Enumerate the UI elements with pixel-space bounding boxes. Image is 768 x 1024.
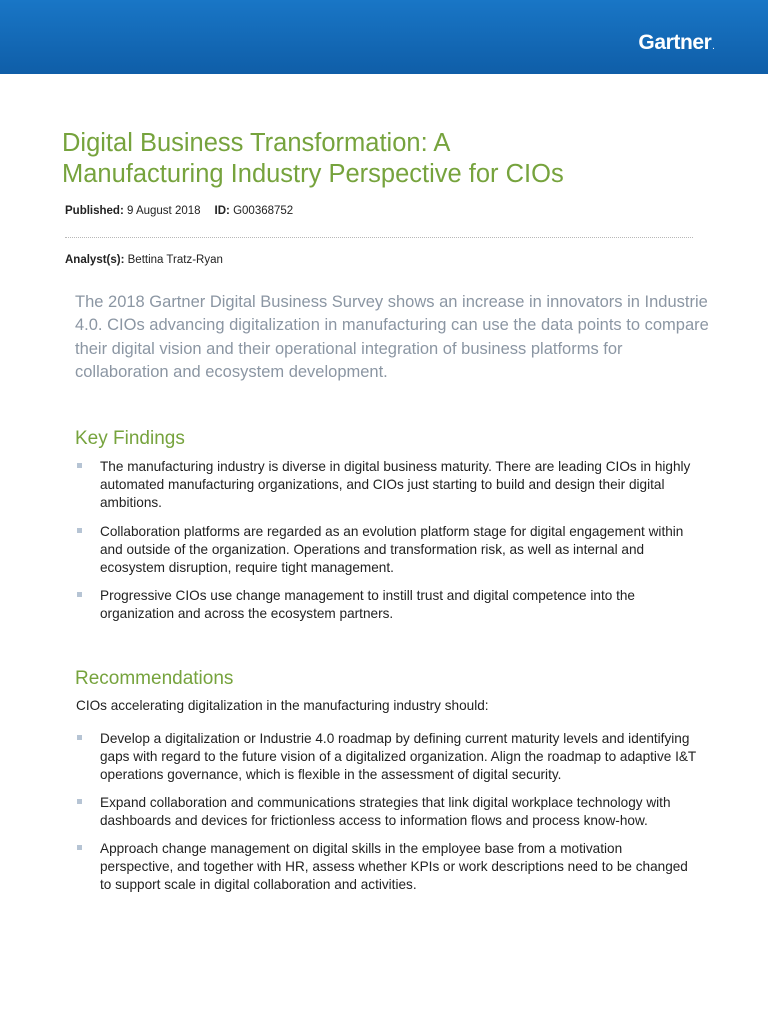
published-date: 9 August 2018 (126, 205, 201, 217)
analyst-label: Analyst(s): (65, 254, 125, 266)
bullet-square-icon (77, 592, 82, 597)
analyst-line (65, 254, 223, 266)
summary-paragraph: The 2018 Gartner Digital Business Survey shows an increase in innovators in Industrie 4.0. CIOs advancing digitalization in manufacturing can use the data points to compare their digital vision and their operational integration of business platforms for collaboration and ecosystem development. (75, 293, 709, 381)
recommendation-item (76, 730, 696, 785)
key-finding-text: Progressive CIOs use change management to instill trust and digital competence into the organization and across the ecosystem partners. (100, 588, 635, 622)
document-title (62, 128, 722, 190)
key-finding-item (76, 458, 696, 513)
bullet-square-icon (77, 799, 82, 804)
document-title-line-1: Digital Business Transformation: A (62, 129, 451, 157)
header-bar (0, 0, 768, 74)
recommendations-list (76, 730, 696, 904)
key-finding-text: Collaboration platforms are regarded as an evolution platform stage for digital engagement within and outside of the organization. Operations and transformation risk, as well as internal and ecosystem disruption, require tight management. (100, 523, 684, 576)
key-finding-item (76, 523, 696, 578)
analyst-name: Bettina Tratz-Ryan (127, 254, 223, 266)
id-label: ID: (214, 205, 230, 217)
bullet-square-icon (77, 463, 82, 468)
bullet-square-icon (77, 735, 82, 740)
gartner-logo (638, 31, 714, 55)
bullet-square-icon (77, 845, 82, 850)
key-findings-heading: Key Findings (75, 428, 185, 449)
recommendations-intro: CIOs accelerating digitalization in the manufacturing industry should: (76, 698, 489, 713)
logo-dot: . (712, 44, 714, 51)
recommendation-item (76, 794, 696, 830)
logo-text: Gartner (638, 31, 712, 54)
published-label: Published: (65, 205, 124, 217)
key-finding-item (76, 587, 696, 623)
document-id: G00368752 (233, 205, 294, 217)
recommendations-heading: Recommendations (75, 668, 234, 689)
recommendation-text: Expand collaboration and communications strategies that link digital workplace technology with dashboards and devices for frictionless access to information flows and process know-how. (100, 795, 671, 829)
bullet-square-icon (77, 528, 82, 533)
publication-meta (65, 205, 293, 217)
key-findings-list (76, 458, 696, 634)
meta-divider (65, 237, 693, 238)
recommendation-item (76, 840, 696, 895)
recommendation-text: Approach change management on digital skills in the employee base from a motivation perspective, and together with HR, assess whether KPIs or work descriptions need to be changed to support scale in digital collaboration and activities. (100, 841, 688, 893)
key-finding-text: The manufacturing industry is diverse in digital business maturity. There are leading CIOs in highly automated manufacturing organizations, and CIOs just starting to build and design their digital ambitions. (100, 459, 691, 511)
document-title-line-2: Manufacturing Industry Perspective for CIOs (62, 160, 564, 188)
recommendation-text: Develop a digitalization or Industrie 4.0 roadmap by defining current maturity levels and identifying gaps with regard to the future vision of a digitalized organization. Align the roadmap to adaptive I&T operations governance, which is flexible in the assessment of digital security. (100, 731, 696, 783)
